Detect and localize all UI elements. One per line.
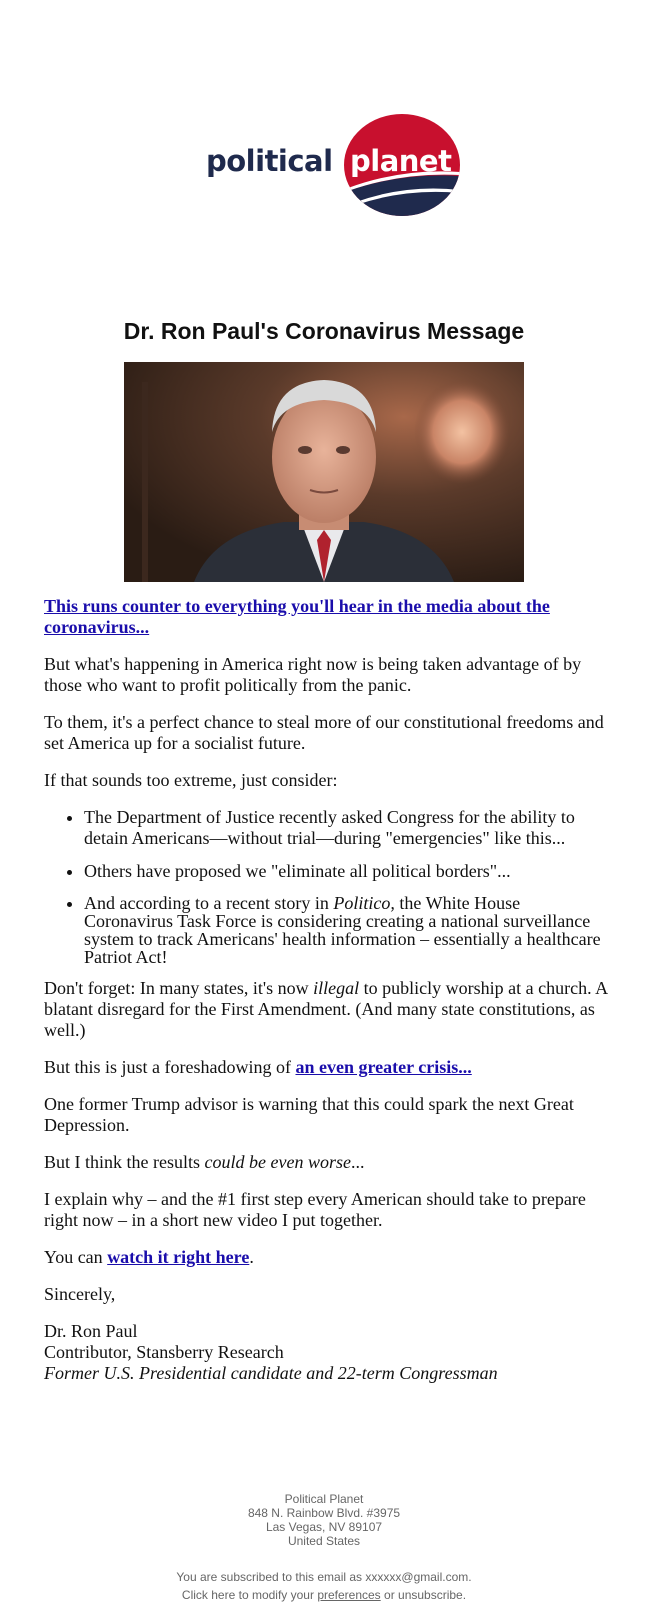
- paragraph-7: [44, 1152, 612, 1173]
- footer-address-line-2: Las Vegas, NV 89107: [265, 1520, 383, 1534]
- portrait-photo-icon: [124, 362, 524, 582]
- paragraph-7-end: ...: [350, 1152, 365, 1172]
- closing-line: Sincerely,: [44, 1284, 116, 1304]
- paragraph-7-start: But I think the results: [44, 1152, 205, 1172]
- paragraph-9-end: .: [249, 1247, 254, 1267]
- worse-emphasis: could be even worse: [204, 1152, 351, 1172]
- bullet-3-text-end: the White House Coronavirus Task Force is considering creating a national surveillance system to track Americans' health information – essentially a healthcare Patriot Act!: [84, 893, 601, 967]
- paragraph-2: To them, it's a perfect chance to steal more of our constitutional freedoms and set America up for a socialist future.: [44, 712, 604, 753]
- paragraph-1: But what's happening in America right now is being taken advantage of by those who want to profit politically from the panic.: [44, 654, 582, 695]
- crisis-link[interactable]: an even greater crisis...: [295, 1057, 472, 1077]
- footer-modify-start: Click here to modify your: [181, 1588, 318, 1602]
- email-body: [44, 596, 612, 1384]
- headline-link[interactable]: This runs counter to everything you'll hear in the media about the coronavirus...: [44, 596, 550, 637]
- footer-subscribed-text: You are subscribed to this email as xxxxxx@gmail.com.: [176, 1570, 472, 1584]
- paragraph-5: [44, 1057, 612, 1078]
- page-title: Dr. Ron Paul's Coronavirus Message: [123, 318, 525, 344]
- political-planet-logo[interactable]: [206, 112, 462, 218]
- signature-role: Contributor, Stansberry Research: [44, 1342, 284, 1362]
- bullet-item-1: • The Department of Justice recently asked Congress for the ability to detain Americans—without trial—during "emergencies" like this...: [84, 807, 612, 849]
- bullet-item-2: • Others have proposed we "eliminate all political borders"...: [84, 861, 612, 882]
- paragraph-9: [44, 1247, 612, 1268]
- headline-paragraph: [44, 596, 612, 638]
- politico-emphasis: Politico,: [333, 893, 395, 913]
- paragraph-9-start: You can: [44, 1247, 108, 1267]
- footer-country: United States: [287, 1534, 361, 1548]
- logo-word-political: political: [206, 144, 333, 178]
- email-footer: [0, 1492, 648, 1604]
- paragraph-4-end: to publicly worship at a church. A blatant disregard for the First Amendment. (And many state constitutions, as well.): [44, 978, 608, 1040]
- paragraph-5-start: But this is just a foreshadowing of: [44, 1057, 296, 1077]
- footer-address-line-1: 848 N. Rainbow Blvd. #3975: [247, 1506, 401, 1520]
- bullet-item-3: [84, 894, 612, 966]
- footer-company: Political Planet: [284, 1492, 364, 1506]
- paragraph-4-start: Don't forget: In many states, it's now: [44, 978, 314, 998]
- footer-modify-end[interactable]: or unsubscribe.: [380, 1588, 467, 1602]
- ron-paul-portrait-image[interactable]: [124, 362, 524, 582]
- paragraph-4: [44, 978, 612, 1041]
- paragraph-8: I explain why – and the #1 first step every American should take to prepare right now – in a short new video I put together.: [44, 1189, 586, 1230]
- logo-word-planet: planet: [350, 144, 452, 178]
- footer-address: [0, 1492, 648, 1548]
- preferences-link[interactable]: preferences: [317, 1588, 381, 1602]
- signature-block: [44, 1321, 612, 1384]
- signature-bio-text: Former U.S. Presidential candidate and 22-term Congressman: [44, 1363, 498, 1383]
- signature-bio: [44, 1363, 612, 1384]
- footer-modify-line: [0, 1586, 648, 1604]
- signature-name: Dr. Ron Paul: [44, 1321, 138, 1341]
- paragraph-6: One former Trump advisor is warning that this could spark the next Great Depression.: [44, 1094, 574, 1135]
- illegal-emphasis: illegal: [313, 978, 360, 998]
- bullet-3-text-start: And according to a recent story in: [84, 893, 334, 913]
- footer-subscription: [0, 1568, 648, 1604]
- watch-video-link[interactable]: watch it right here: [107, 1247, 250, 1267]
- bullet-list: [44, 807, 612, 966]
- planet-circle-icon: [344, 114, 460, 216]
- paragraph-3: If that sounds too extreme, just consider:: [44, 770, 338, 790]
